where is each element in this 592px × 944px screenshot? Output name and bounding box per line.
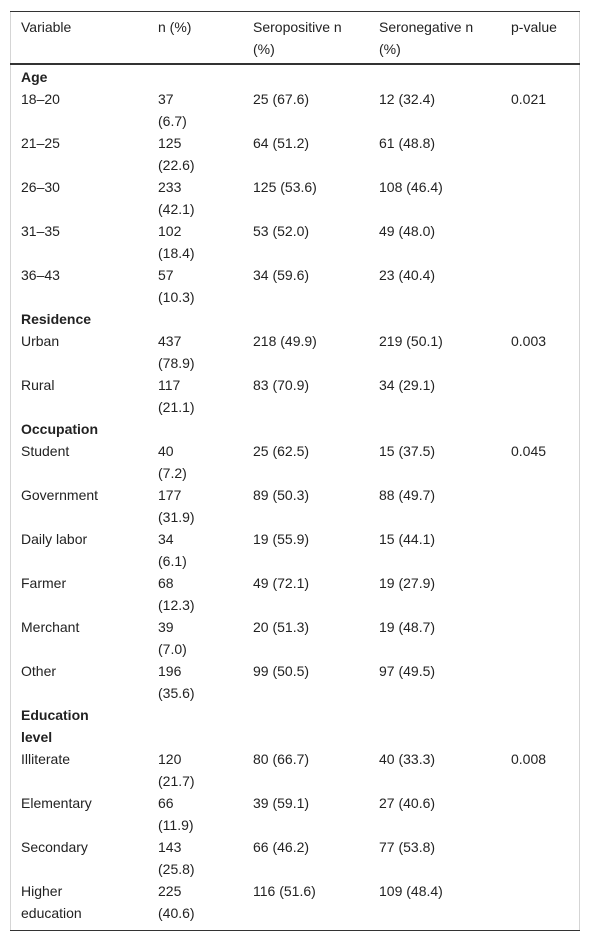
row-n-percent: 120 xyxy=(158,751,182,767)
row-n-percent: 39 xyxy=(158,619,174,635)
row-n-percent: (35.6) xyxy=(158,685,195,701)
header-bottom-rule xyxy=(10,63,580,65)
row-variable: Illiterate xyxy=(21,751,71,767)
row-seronegative: 19 (48.7) xyxy=(379,619,436,635)
header-seronegative-line2: (%) xyxy=(379,41,401,57)
group-heading: level xyxy=(21,729,53,745)
row-seronegative: 27 (40.6) xyxy=(379,795,436,811)
row-seronegative: 61 (48.8) xyxy=(379,135,436,151)
row-variable: Higher xyxy=(21,883,63,899)
row-pvalue: 0.021 xyxy=(511,91,547,107)
row-n-percent: (21.1) xyxy=(158,399,195,415)
row-seropositive: 218 (49.9) xyxy=(253,333,317,349)
row-seronegative: 34 (29.1) xyxy=(379,377,436,393)
row-pvalue: 0.003 xyxy=(511,333,547,349)
row-n-percent: (7.0) xyxy=(158,641,187,657)
row-variable: Elementary xyxy=(21,795,92,811)
row-n-percent: (31.9) xyxy=(158,509,195,525)
group-heading: Age xyxy=(21,69,48,85)
row-seropositive: 25 (67.6) xyxy=(253,91,310,107)
row-variable: Urban xyxy=(21,333,60,349)
group-heading: Residence xyxy=(21,311,92,327)
row-seropositive: 99 (50.5) xyxy=(253,663,310,679)
row-n-percent: 37 xyxy=(158,91,174,107)
row-n-percent: 102 xyxy=(158,223,182,239)
row-n-percent: (10.3) xyxy=(158,289,195,305)
row-n-percent: (12.3) xyxy=(158,597,195,613)
row-variable: Student xyxy=(21,443,70,459)
row-seronegative: 19 (27.9) xyxy=(379,575,436,591)
row-n-percent: (11.9) xyxy=(158,817,194,833)
row-n-percent: 196 xyxy=(158,663,182,679)
row-variable: Government xyxy=(21,487,99,503)
row-seronegative: 40 (33.3) xyxy=(379,751,436,767)
row-seronegative: 219 (50.1) xyxy=(379,333,443,349)
row-seropositive: 34 (59.6) xyxy=(253,267,310,283)
row-n-percent: 57 xyxy=(158,267,174,283)
row-seropositive: 39 (59.1) xyxy=(253,795,310,811)
table-top-rule xyxy=(10,11,580,12)
row-variable: Farmer xyxy=(21,575,67,591)
row-seropositive: 125 (53.6) xyxy=(253,179,317,195)
row-seropositive: 83 (70.9) xyxy=(253,377,310,393)
row-variable: Rural xyxy=(21,377,55,393)
row-seronegative: 12 (32.4) xyxy=(379,91,436,107)
row-n-percent: 68 xyxy=(158,575,174,591)
row-n-percent: (25.8) xyxy=(158,861,195,877)
header-seropositive-line1: Seropositive n xyxy=(253,19,342,35)
row-seropositive: 25 (62.5) xyxy=(253,443,310,459)
row-pvalue: 0.008 xyxy=(511,751,547,767)
row-n-percent: (78.9) xyxy=(158,355,195,371)
row-n-percent: (22.6) xyxy=(158,157,195,173)
row-seropositive: 66 (46.2) xyxy=(253,839,310,855)
row-variable: Other xyxy=(21,663,57,679)
row-n-percent: (40.6) xyxy=(158,905,195,921)
row-n-percent: (6.7) xyxy=(158,113,187,129)
row-n-percent: 177 xyxy=(158,487,182,503)
row-n-percent: (42.1) xyxy=(158,201,195,217)
row-seropositive: 20 (51.3) xyxy=(253,619,310,635)
group-heading: Occupation xyxy=(21,421,99,437)
row-seropositive: 116 (51.6) xyxy=(253,883,316,899)
row-variable: Merchant xyxy=(21,619,80,635)
row-seronegative: 88 (49.7) xyxy=(379,487,436,503)
header-seropositive-line2: (%) xyxy=(253,41,275,57)
row-n-percent: 34 xyxy=(158,531,174,547)
row-variable: education xyxy=(21,905,82,921)
header-seronegative-line1: Seronegative n xyxy=(379,19,474,35)
row-seronegative: 109 (48.4) xyxy=(379,883,443,899)
row-seropositive: 80 (66.7) xyxy=(253,751,310,767)
row-n-percent: 143 xyxy=(158,839,182,855)
table-bottom-rule xyxy=(10,930,580,931)
row-variable: 21–25 xyxy=(21,135,60,151)
row-variable: 18–20 xyxy=(21,91,60,107)
row-seronegative: 49 (48.0) xyxy=(379,223,436,239)
header-n: n (%) xyxy=(158,19,192,35)
row-seronegative: 15 (44.1) xyxy=(379,531,436,547)
header-variable: Variable xyxy=(21,19,72,35)
row-seropositive: 89 (50.3) xyxy=(253,487,310,503)
row-seronegative: 108 (46.4) xyxy=(379,179,443,195)
row-n-percent: 125 xyxy=(158,135,182,151)
row-seropositive: 64 (51.2) xyxy=(253,135,310,151)
row-seropositive: 19 (55.9) xyxy=(253,531,310,547)
row-n-percent: (21.7) xyxy=(158,773,195,789)
row-n-percent: (18.4) xyxy=(158,245,195,261)
row-variable: Secondary xyxy=(21,839,88,855)
row-seropositive: 53 (52.0) xyxy=(253,223,310,239)
row-pvalue: 0.045 xyxy=(511,443,547,459)
row-seronegative: 77 (53.8) xyxy=(379,839,436,855)
row-seropositive: 49 (72.1) xyxy=(253,575,310,591)
row-variable: 31–35 xyxy=(21,223,60,239)
row-n-percent: (7.2) xyxy=(158,465,187,481)
row-seronegative: 23 (40.4) xyxy=(379,267,436,283)
row-seronegative: 97 (49.5) xyxy=(379,663,436,679)
row-variable: Daily labor xyxy=(21,531,88,547)
row-n-percent: 40 xyxy=(158,443,174,459)
row-n-percent: 66 xyxy=(158,795,174,811)
row-variable: 26–30 xyxy=(21,179,60,195)
row-variable: 36–43 xyxy=(21,267,60,283)
row-seronegative: 15 (37.5) xyxy=(379,443,436,459)
row-n-percent: 117 xyxy=(158,377,181,393)
row-n-percent: 437 xyxy=(158,333,182,349)
header-pvalue: p-value xyxy=(511,19,557,35)
row-n-percent: (6.1) xyxy=(158,553,187,569)
row-n-percent: 225 xyxy=(158,883,182,899)
row-n-percent: 233 xyxy=(158,179,182,195)
group-heading: Education xyxy=(21,707,89,723)
